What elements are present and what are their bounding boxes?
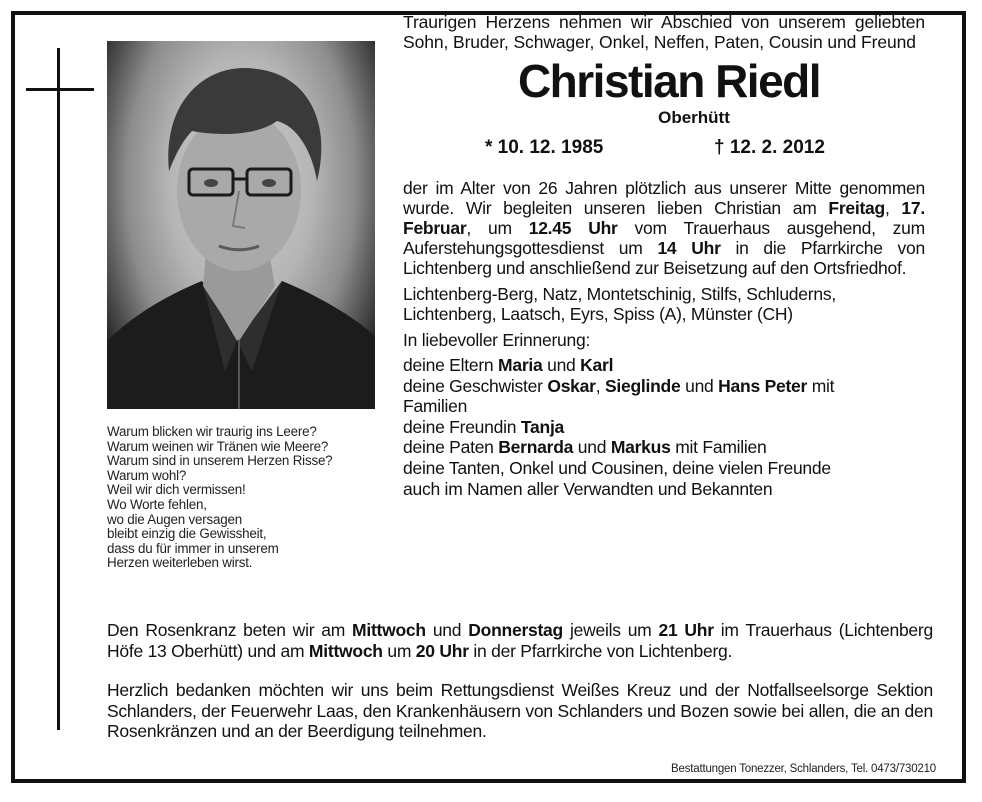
text-run: deine Eltern [403, 355, 499, 375]
mourner-name: Karl [580, 355, 614, 375]
portrait-photo [107, 41, 375, 409]
poem-line: Wo Worte fehlen, [107, 496, 207, 512]
rosary-time: 21 Uhr [658, 620, 714, 640]
death-date: † 12. 2. 2012 [714, 137, 825, 158]
text-run: vom Trauerhaus ausgehend, zum Auferstehungsgottesdienst um [403, 218, 925, 258]
poem-line: bleibt einzig die Gewissheit, [107, 526, 267, 542]
mourners-list [403, 355, 925, 499]
rosary-day: Mittwoch [352, 620, 426, 640]
poem-line: wo die Augen versagen [107, 511, 243, 527]
text-run: mit [807, 375, 835, 396]
text-run: , [595, 375, 605, 396]
text-run: im Trauerhaus (Lichtenberg Höfe 13 Oberhütt) und am [107, 620, 933, 661]
service-time: 14 Uhr [657, 238, 721, 258]
text-run: , [884, 198, 902, 218]
poem-line: Warum sind in unserem Herzen Risse? [107, 453, 333, 469]
rosary-day: Donnerstag [468, 620, 563, 640]
mourner-name: Tanja [520, 416, 565, 437]
mourner-name: Bernarda [498, 437, 574, 458]
text-run: jeweils um [562, 620, 659, 640]
list-item: auch im Namen aller Verwandten und Bekannten [403, 478, 773, 499]
text-run: und [680, 375, 719, 396]
list-item: Familien [403, 396, 468, 417]
poem-line: Warum wohl? [107, 467, 187, 483]
funeral-details [403, 178, 925, 278]
cross-icon [57, 48, 60, 730]
list-item [403, 417, 925, 438]
text-run: der im Alter von 26 Jahren plötzlich aus unserer Mitte genommen wurde. Wir begleiten unseren lieben Christian am [403, 178, 925, 218]
text-run: deine Paten [403, 437, 499, 458]
rosary-notice [107, 620, 933, 661]
cross-icon-bar [26, 88, 94, 91]
rosary-time: 20 Uhr [415, 640, 469, 661]
places-list: Lichtenberg-Berg, Natz, Montetschinig, Stilfs, Schluderns, Lichtenberg, Laatsch, Eyrs, Spiss (A), Münster (CH) [403, 284, 836, 324]
text-run: deine Freundin [403, 416, 521, 437]
hometown: Oberhütt [658, 108, 730, 127]
text-run: , um [466, 218, 529, 238]
list-item [403, 376, 925, 397]
text-run: deine Geschwister [403, 375, 548, 396]
poem [107, 425, 397, 571]
text-run: in der Pfarrkirche von Lichtenberg. [468, 640, 733, 661]
list-item: deine Tanten, Onkel und Cousinen, deine vielen Freunde [403, 457, 831, 478]
memory-heading: In liebevoller Erinnerung: [403, 330, 591, 350]
birth-date: * 10. 12. 1985 [485, 137, 604, 158]
mourner-name: Hans Peter [718, 375, 808, 396]
list-item [403, 437, 925, 458]
text-run: um [382, 640, 416, 661]
mourner-name: Maria [498, 355, 543, 375]
poem-line: Herzen weiterleben wirst. [107, 555, 253, 571]
poem-line: Warum blicken wir traurig ins Leere? [107, 424, 317, 439]
funeral-home-credit: Bestattungen Tonezzer, Schlanders, Tel. 0473/730210 [671, 763, 936, 775]
text-run: und [573, 437, 611, 458]
poem-line: Warum weinen wir Tränen wie Meere? [107, 438, 329, 454]
mourner-name: Markus [610, 437, 671, 458]
funeral-date: 17. Februar [403, 198, 925, 238]
deceased-name: Christian Riedl [517, 55, 821, 107]
mourner-name: Oskar [547, 375, 596, 396]
text-run: Den Rosenkranz beten wir am [107, 620, 353, 640]
life-dates [403, 137, 925, 163]
funeral-time: 12.45 Uhr [528, 218, 618, 238]
announcement-column [403, 13, 925, 499]
intro-text: Traurigen Herzens nehmen wir Abschied von unserem geliebten Sohn, Bruder, Schwager, Onkel, Neffen, Paten, Cousin und Freund [403, 12, 925, 52]
rosary-day: Mittwoch [308, 640, 383, 661]
poem-line: dass du für immer in unserem [107, 540, 279, 556]
text-run: in die Pfarrkirche von Lichtenberg und anschließend zur Beisetzung auf den Ortsfriedhof. [403, 238, 925, 278]
text-run: und [425, 620, 469, 640]
text-run: und [542, 355, 581, 375]
mourner-name: Sieglinde [604, 375, 681, 396]
poem-line: Weil wir dich vermissen! [107, 482, 246, 498]
thanks-notice: Herzlich bedanken möchten wir uns beim Rettungsdienst Weißes Kreuz und der Notfallseelsorge Sektion Schlanders, der Feuerwehr Laas, den Krankenhäusern von Schlanders und Bozen sowie bei allen, die an den Rosenkränzen und an der Beerdigung teilnehmen. [107, 680, 933, 741]
list-item [403, 355, 925, 376]
funeral-day: Freitag [828, 198, 885, 218]
text-run: mit Familien [670, 437, 767, 458]
